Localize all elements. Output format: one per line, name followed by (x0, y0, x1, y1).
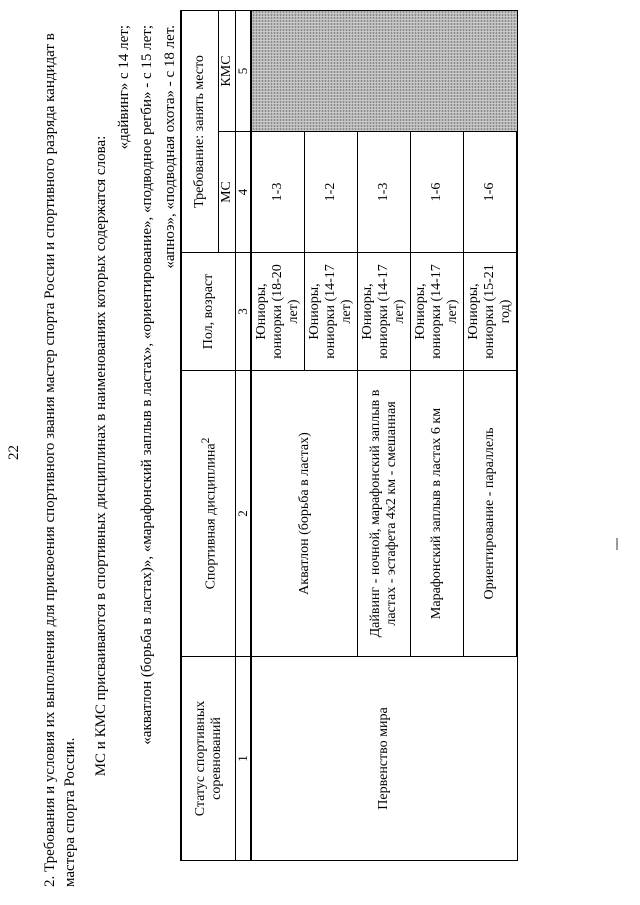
discipline-cell: Ориентирование - параллель (464, 371, 518, 657)
column-number: 2 (236, 371, 252, 657)
age-notice (90, 25, 182, 887)
header-requirement: Требование: занять место (181, 11, 219, 253)
age-cell: Юниоры, юниорки (14-17 лет) (411, 253, 464, 371)
age-cell: Юниоры, юниорки (18-20 лет) (251, 253, 305, 371)
requirements-table (180, 10, 518, 861)
notice-line: «апноэ», «подводная охота» - с 18 лет. (162, 25, 178, 269)
header-discipline (181, 371, 236, 657)
header-ms: МС (219, 132, 236, 253)
age-cell: Юниоры, юниорки (14-17 лет) (305, 253, 358, 371)
footnote-marker: 2 (198, 437, 212, 444)
notice-line: «дайвинг» с 14 лет; (116, 25, 132, 150)
ms-place-cell: 1-3 (358, 132, 411, 253)
column-number: 5 (236, 11, 252, 132)
ms-place-cell: 1-6 (411, 132, 464, 253)
notice-line: МС и КМС присваиваются в спортивных дисциплинах в наименованиях которых содержатся слова: (93, 135, 109, 777)
discipline-cell: Акватлон (борьба в ластах) (251, 371, 358, 657)
discipline-cell: Марафонский заплыв в ластах 6 км (411, 371, 464, 657)
column-number: 1 (236, 657, 252, 861)
age-cell: Юниоры, юниорки (15-21 год) (464, 253, 518, 371)
header-gender-age: Пол, возраст (181, 253, 236, 371)
discipline-cell: Дайвинг - ночной, марафонский заплыв в ластах - эстафета 4х2 км - смешанная (358, 371, 411, 657)
status-cell: Первенство мира (251, 657, 517, 861)
ms-place-cell: 1-3 (251, 132, 305, 253)
column-number: 3 (236, 253, 252, 371)
header-status: Статус спортивных соревнований (181, 657, 236, 861)
scan-mark (616, 538, 618, 550)
header-kms: КМС (219, 11, 236, 132)
intro-paragraph: 2. Требования и условия их выполнения для присвоения спортивного звания мастер спорта России и спортивного разряда кандидат в мастера спорта России. (42, 33, 78, 887)
header-discipline-text: Спортивная дисциплина (203, 443, 219, 590)
kms-shaded-cell (251, 11, 517, 132)
notice-line: «акватлон (борьба в ластах)», «марафонский заплыв в ластах», «ориентирование», «подводное регби» - с 15 лет; (139, 25, 155, 745)
age-cell: Юниоры, юниорки (14-17 лет) (358, 253, 411, 371)
page-number: 22 (6, 445, 22, 460)
column-number: 4 (236, 132, 252, 253)
ms-place-cell: 1-6 (464, 132, 518, 253)
ms-place-cell: 1-2 (305, 132, 358, 253)
